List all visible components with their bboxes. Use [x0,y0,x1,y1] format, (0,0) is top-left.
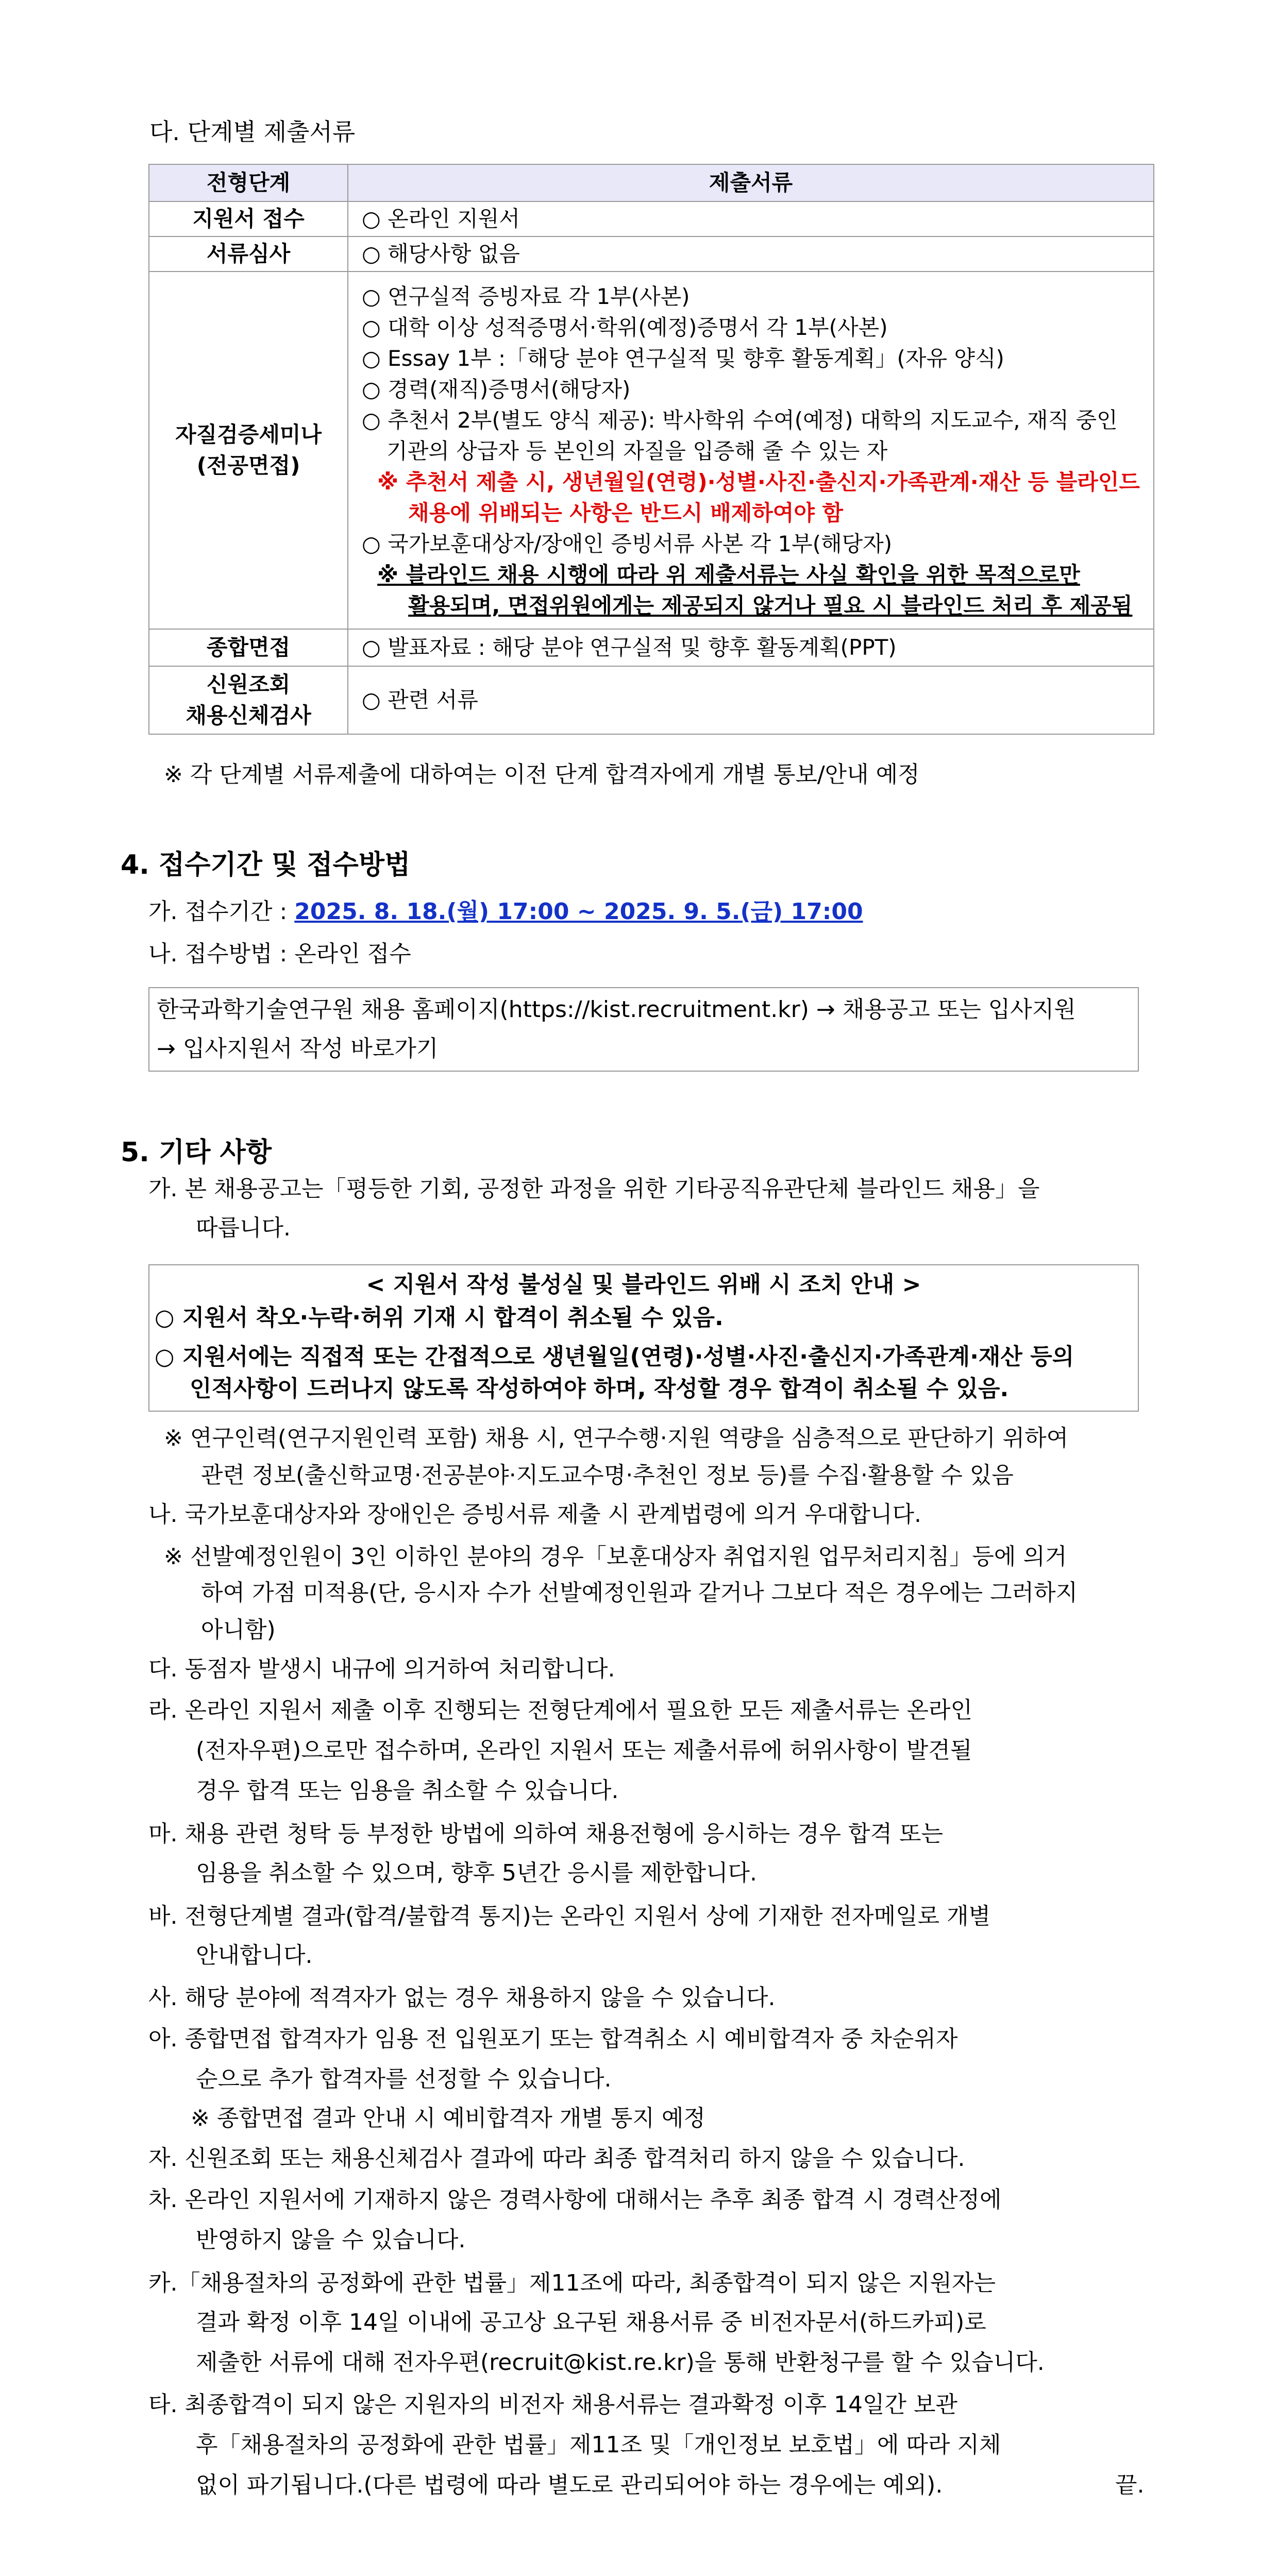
other-item-ba: 바. 전형단계별 결과(합격/불합격 통지)는 온라인 지원서 상에 기재한 전자메일로 개별 [148,1903,991,1929]
other-item-ma: 마. 채용 관련 청탁 등 부정한 방법에 의하여 채용전형에 응시하는 경우 합격 또는 [148,1821,943,1847]
other-note-continuation: 아니함) [201,1617,276,1643]
documents-cell: ○ 발표자료 : 해당 분야 연구실적 및 향후 활동계획(PPT) [348,629,1154,666]
blind-notice-item-continuation: 인적사항이 드러나지 않도록 작성하여야 하며, 작성할 경우 합격이 취소될 수 있음. [190,1376,1009,1402]
stage-cell: 서류심사 [149,236,348,272]
stage-cell: 종합면접 [149,629,348,666]
other-note: ※ 종합면접 결과 안내 시 예비합격자 개별 통지 예정 [191,2105,705,2131]
document-end-mark: 끝. [1115,2472,1145,2498]
other-item-na: 나. 국가보훈대상자와 장애인은 증빙서류 제출 시 관계법령에 의거 우대합니다. [148,1501,921,1528]
table-note: ※ 각 단계별 서류제출에 대하여는 이전 단계 합격자에게 개별 통보/안내 예정 [164,761,920,788]
stage-cell [149,666,348,734]
section-heading-documents: 다. 단계별 제출서류 [149,118,356,146]
table-row [149,272,1154,629]
blind-notice-item: ○ 지원서에는 직접적 또는 간접적으로 생년월일(연령)·성별·사진·출신지·가족관계·재산 등의 [155,1344,1074,1370]
application-period [148,896,863,927]
other-item-cha: 차. 온라인 지원서에 기재하지 않은 경력사항에 대해서는 추후 최종 합격 시 경력산정에 [148,2187,1002,2213]
other-item-cha-continuation: 반영하지 않을 수 있습니다. [196,2227,466,2253]
documents-cell: ○ 온라인 지원서 [348,201,1154,236]
documents-cell: ○ 해당사항 없음 [348,236,1154,272]
stage-cell: 지원서 접수 [149,201,348,236]
doc-item: ○ 경력(재직)증명서(해당자) [362,377,631,402]
documents-cell [348,272,1154,629]
other-item-da: 다. 동점자 발생시 내규에 의거하여 처리합니다. [148,1656,615,1682]
blind-note-continuation: 활용되며, 면접위원에게는 제공되지 않거나 필요 시 블라인드 처리 후 제공됨 [408,593,1133,618]
blind-note: ※ 블라인드 채용 시행에 따라 위 제출서류는 사실 확인을 위한 목적으로만 [377,562,1080,587]
doc-item: ○ 대학 이상 성적증명서·학위(예정)증명서 각 1부(사본) [362,315,888,340]
other-item-ka: 카.「채용절차의 공정화에 관한 법률」제11조에 따라, 최종합격이 되지 않은 지원자는 [148,2270,996,2296]
other-item-ma-continuation: 임용을 취소할 수 있으며, 향후 5년간 응시를 제한합니다. [196,1860,757,1886]
other-item-ga: 가. 본 채용공고는「평등한 기회, 공정한 과정을 위한 기타공직유관단체 블라인드 채용」을 [148,1176,1040,1202]
other-item-ga-continuation: 따릅니다. [196,1215,291,1241]
other-item-ja: 자. 신원조회 또는 채용신체검사 결과에 따라 최종 합격처리 하지 않을 수 있습니다. [148,2145,965,2172]
doc-item-continuation: 기관의 상급자 등 본인의 자질을 입증해 줄 수 있는 자 [386,438,888,464]
doc-item: ○ 국가보훈대상자/장애인 증빙서류 사본 각 1부(해당자) [362,531,893,556]
other-note-continuation: 하여 가점 미적용(단, 응시자 수가 선발예정인원과 같거나 그보다 적은 경우에는 그러하지 [201,1580,1078,1606]
period-value: 2025. 8. 18.(월) 17:00 ~ 2025. 9. 5.(금) 17:00 [294,899,863,925]
application-method: 나. 접수방법 : 온라인 접수 [148,941,411,967]
application-link-text: 한국과학기술연구원 채용 홈페이지(https://kist.recruitment.kr) → 채용공고 또는 입사지원 [157,996,1076,1023]
other-item-ta: 타. 최종합격이 되지 않은 지원자의 비전자 채용서류는 결과확정 이후 14일간 보관 [148,2392,957,2418]
other-item-a: 아. 종합면접 합격자가 임용 전 입원포기 또는 합격취소 시 예비합격자 중 차순위자 [148,2026,958,2052]
table-row [149,201,1154,236]
other-item-ta-continuation: 후「채용절차의 공정화에 관한 법률」제11조 및「개인정보 보호법」에 따라 지체 [196,2432,1001,2458]
table-header-row [149,164,1154,201]
section-heading-other: 5. 기타 사항 [121,1137,272,1168]
application-link-text: → 입사지원서 작성 바로가기 [157,1036,439,1062]
doc-item: ○ 연구실적 증빙자료 각 1부(사본) [362,284,690,309]
other-item-ba-continuation: 안내합니다. [196,1942,313,1969]
blind-notice-item: ○ 지원서 착오·누락·허위 기재 시 합격이 취소될 수 있음. [155,1304,724,1331]
other-item-sa: 사. 해당 분야에 적격자가 없는 경우 채용하지 않을 수 있습니다. [148,1985,776,2011]
stage-label-line: 신원조회 [206,672,291,697]
period-label: 가. 접수기간 : [148,899,295,925]
recommendation-warning: ※ 추천서 제출 시, 생년월일(연령)·성별·사진·출신지·가족관계·재산 등 블라인드 [377,469,1140,495]
stage-label-line: 자질검증세미나 [175,422,322,447]
other-item-a-continuation: 순으로 추가 합격자를 선정할 수 있습니다. [196,2066,612,2092]
column-header-stage: 전형단계 [149,164,348,201]
blind-notice-title: < 지원서 작성 불성실 및 블라인드 위배 시 조치 안내 > [366,1272,921,1298]
other-note: ※ 선발예정인원이 3인 이하인 분야의 경우「보훈대상자 취업지원 업무처리지침」등에 의거 [164,1544,1067,1570]
section-heading-application: 4. 접수기간 및 접수방법 [121,850,411,880]
documents-table [148,164,1154,735]
table-row [149,629,1154,666]
documents-cell: ○ 관련 서류 [348,666,1154,734]
other-item-ka-continuation: 결과 확정 이후 14일 이내에 공고상 요구된 채용서류 중 비전자문서(하드카피)로 [196,2309,986,2335]
other-note: ※ 연구인력(연구지원인력 포함) 채용 시, 연구수행·지원 역량을 심층적으로 판단하기 위하여 [164,1425,1069,1451]
stage-label-line: 채용신체검사 [186,703,311,728]
other-item-ra: 라. 온라인 지원서 제출 이후 진행되는 전형단계에서 필요한 모든 제출서류는 온라인 [148,1697,972,1723]
table-row [149,236,1154,272]
table-row [149,666,1154,734]
other-item-ta-continuation: 없이 파기됩니다.(다른 법령에 따라 별도로 관리되어야 하는 경우에는 예외). [196,2472,943,2498]
stage-label-line: (전공면접) [196,453,300,478]
doc-item: ○ Essay 1부 :「해당 분야 연구실적 및 향후 활동계획」(자유 양식) [362,346,1004,371]
other-note-continuation: 관련 정보(출신학교명·전공분야·지도교수명·추천인 정보 등)를 수집·활용할 수 있음 [201,1462,1014,1488]
stage-cell [149,272,348,629]
other-item-ka-continuation: 제출한 서류에 대해 전자우편(recruit@kist.re.kr)을 통해 반환청구를 할 수 있습니다. [196,2349,1045,2376]
other-item-ra-continuation: 경우 합격 또는 임용을 취소할 수 있습니다. [196,1777,619,1804]
doc-item: ○ 추천서 2부(별도 양식 제공): 박사학위 수여(예정) 대학의 지도교수, 재직 중인 [362,408,1118,433]
column-header-documents: 제출서류 [348,164,1154,201]
other-item-ra-continuation: (전자우편)으로만 접수하며, 온라인 지원서 또는 제출서류에 허위사항이 발견될 [196,1737,972,1764]
recommendation-warning-continuation: 채용에 위배되는 사항은 반드시 배제하여야 함 [408,500,844,526]
